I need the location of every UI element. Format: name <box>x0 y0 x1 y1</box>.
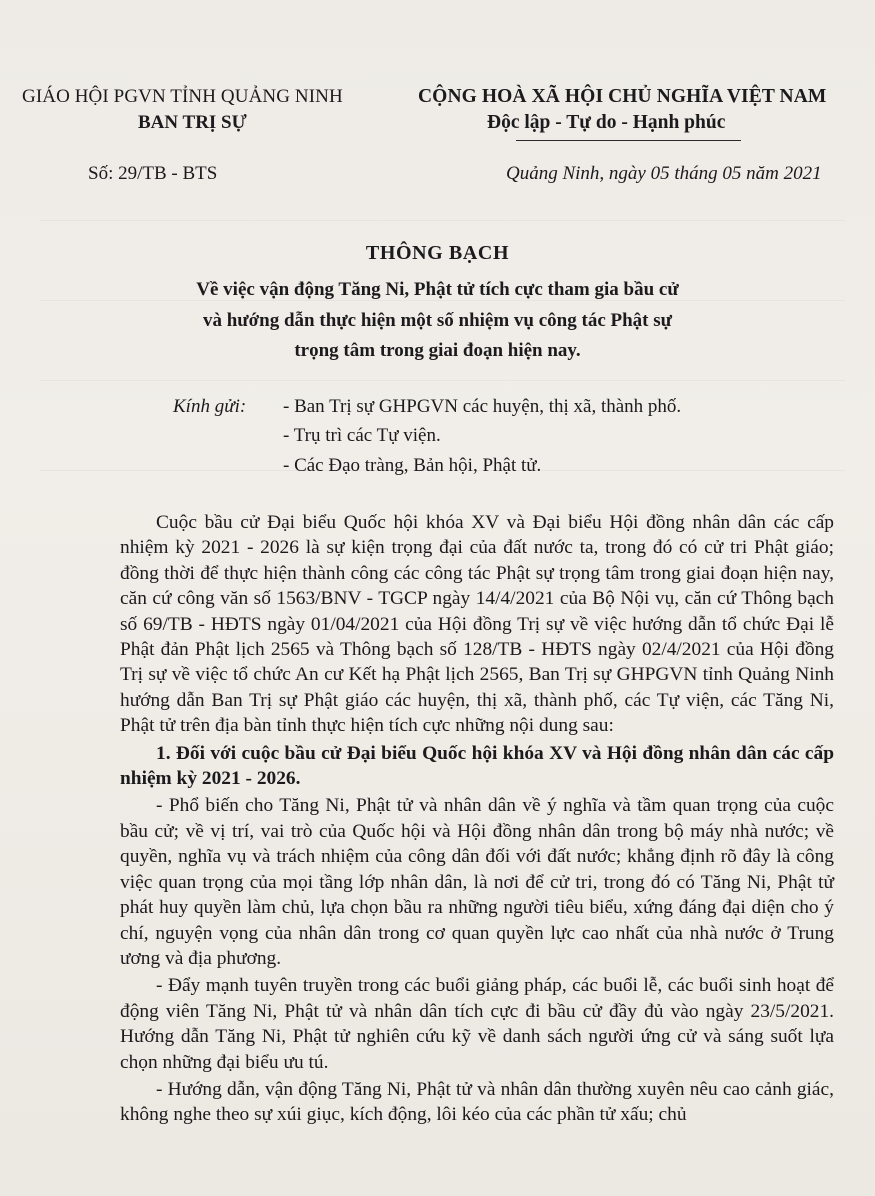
document-body <box>120 510 834 1128</box>
intro-paragraph: Cuộc bầu cử Đại biểu Quốc hội khóa XV và Đại biểu Hội đồng nhân dân các cấp nhiệm kỳ 2021 - 2026 là sự kiện trọng đại của đất nước ta, trong đó có cử tri Phật giáo; đồng thời để thực hiện thành công các công tác Phật sự trọng tâm trong giai đoạn hiện nay, căn cứ công văn số 1563/BNV - TGCP ngày 14/4/2021 của Bộ Nội vụ, căn cứ Thông bạch số 69/TB - HĐTS ngày 01/04/2021 của Hội đồng Trị sự về việc hướng dẫn tổ chức Đại lễ Phật đản Phật lịch 2565 và Thông bạch số 128/TB - HĐTS ngày 02/4/2021 của Hội đồng Trị sự về việc tổ chức An cư Kết hạ Phật lịch 2565, Ban Trị sự GHPGVN tỉnh Quảng Ninh hướng dẫn Ban Trị sự Phật giáo các huyện, thị xã, thành phố, các Tự viện, các Tăng Ni, Phật tử trên địa bàn tỉnh thực hiện tích cực những nội dung sau: <box>120 512 834 737</box>
section-1-heading: 1. Đối với cuộc bầu cử Đại biểu Quốc hội khóa XV và Hội đồng nhân dân các cấp nhiệm kỳ 2021 - 2026. <box>120 742 834 790</box>
motto-underline <box>516 140 741 141</box>
document-subtitle-line-3: trọng tâm trong giai đoạn hiện nay. <box>294 340 581 361</box>
country-motto: Độc lập - Tự do - Hạnh phúc <box>487 112 726 133</box>
org-department: BAN TRỊ SỰ <box>138 112 247 133</box>
paper-texture <box>40 220 845 221</box>
recipient-item: - Ban Trị sự GHPGVN các huyện, thị xã, thành phố. <box>283 396 682 417</box>
country-name: CỘNG HOÀ XÃ HỘI CHỦ NGHĨA VIỆT NAM <box>418 86 827 107</box>
org-name: GIÁO HỘI PGVN TỈNH QUẢNG NINH <box>22 86 343 107</box>
body-paragraph: - Đẩy mạnh tuyên truyền trong các buổi giảng pháp, các buổi lễ, các buổi sinh hoạt để động viên Tăng Ni, Phật tử và nhân dân tích cực đi bầu cử đầy đủ vào ngày 23/5/2021. Hướng dẫn Tăng Ni, Phật tử nghiên cứu kỹ về danh sách người ứng cử và sáng suốt lựa chọn những đại biểu ưu tú. <box>120 975 834 1073</box>
body-paragraph: - Phổ biến cho Tăng Ni, Phật tử và nhân dân về ý nghĩa và tầm quan trọng của cuộc bầu cử; về vị trí, vai trò của Quốc hội và Hội đồng nhân dân trong bộ máy nhà nước; về quyền, nghĩa vụ và trách nhiệm của công dân đối với đất nước; khẳng định rõ đây là công việc quan trọng của mọi tầng lớp nhân dân, là nơi để cử tri, trong đó có Tăng Ni, Phật tử phát huy quyền làm chủ, lựa chọn bầu ra những người tiêu biểu, xứng đáng đại diện cho ý chí, nguyện vọng của nhân dân trong cơ quan quyền lực cao nhất của nhà nước ở Trung ương và địa phương. <box>120 795 834 969</box>
document-subtitle-line-2: và hướng dẫn thực hiện một số nhiệm vụ công tác Phật sự <box>202 310 673 331</box>
recipients-label: Kính gửi: <box>173 396 247 417</box>
recipient-item: - Trụ trì các Tự viện. <box>283 425 441 446</box>
recipient-item: - Các Đạo tràng, Bản hội, Phật tử. <box>283 455 542 476</box>
document-number: Số: 29/TB - BTS <box>88 163 218 184</box>
body-paragraph: - Hướng dẫn, vận động Tăng Ni, Phật tử và nhân dân thường xuyên nêu cao cảnh giác, không nghe theo sự xúi giục, kích động, lôi kéo của các phần tử xấu; chủ <box>120 1078 834 1126</box>
paper-texture <box>40 380 845 381</box>
document-title: THÔNG BẠCH <box>365 242 510 264</box>
document-date: Quảng Ninh, ngày 05 tháng 05 năm 2021 <box>506 163 822 184</box>
document-subtitle-line-1: Về việc vận động Tăng Ni, Phật tử tích cực tham gia bầu cử <box>196 279 679 300</box>
